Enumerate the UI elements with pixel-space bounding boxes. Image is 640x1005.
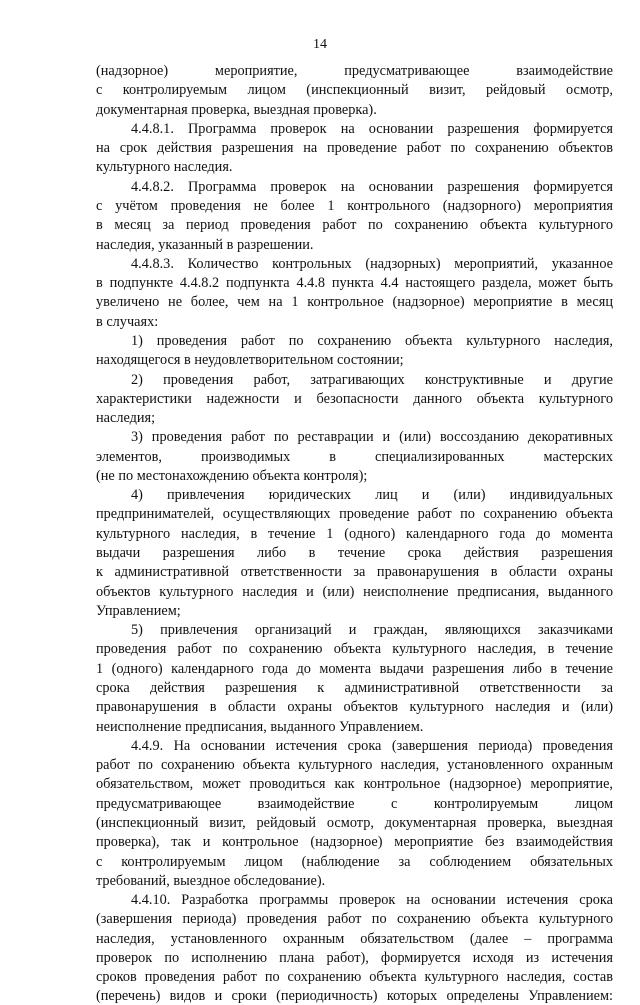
- text-line: в случаях:: [96, 313, 159, 330]
- text-line: наследия, указанный в разрешении.: [96, 236, 314, 253]
- text-line: 4.4.10. Разработка программы проверок на основании истечения срока: [131, 892, 613, 908]
- text-line: 2) проведения работ, затрагивающих конструктивные и другие: [131, 371, 613, 388]
- text-line: неисполнение предписания, выданного Управлением.: [96, 718, 424, 735]
- text-line: 4) привлечения юридических лиц и (или) индивидуальных: [131, 487, 613, 504]
- text-line: документарная проверка, выездная проверка).: [96, 101, 377, 118]
- text-line: наследия;: [96, 410, 156, 426]
- text-line: увеличено не более, чем на 1 контрольное (надзорное) мероприятие в месяц: [96, 294, 613, 311]
- text-line: (завершения периода) проведения работ по сохранению объекта культурного: [96, 911, 613, 928]
- text-line: находящегося в неудовлетворительном состоянии;: [96, 352, 404, 369]
- text-line: 4.4.9. На основании истечения срока (завершения периода) проведения: [131, 737, 613, 754]
- page-number: 14: [313, 37, 327, 52]
- text-line: (инспекционный визит, рейдовый осмотр, документарная проверка, выездная: [96, 814, 613, 831]
- text-line: Управлением;: [96, 602, 181, 619]
- text-line: работ по сохранению объекта культурного наследия, установленного охранным: [96, 757, 613, 774]
- text-line: проведения работ по сохранению объекта культурного наследия, в течение: [96, 641, 613, 658]
- text-line: сроков проведения работ по сохранению объекта культурного наследия, состав: [96, 969, 613, 986]
- text-line: культурного наследия, в течение 1 (одного) календарного года до момента: [96, 525, 613, 542]
- text-line: в подпункте 4.4.8.2 подпункта 4.4.8 пункта 4.4 настоящего раздела, может быть: [96, 275, 613, 292]
- text-line: на срок действия разрешения на проведение работ по сохранению объектов: [96, 140, 613, 157]
- text-line: с контролируемым лицом (наблюдение за соблюдением обязательных: [96, 853, 613, 870]
- text-line: к административной ответственности за правонарушения в области охраны: [96, 564, 613, 581]
- text-line: обязательством, может проводиться как контрольное (надзорное) мероприятие,: [96, 776, 613, 793]
- text-line: 3) проведения работ по реставрации и (или) воссозданию декоративных: [131, 429, 613, 446]
- text-line: требований, выездное обследование).: [96, 872, 326, 889]
- text-line: характеристики надежности и безопасности данного объекта культурного: [96, 390, 613, 407]
- text-line: проверка), так и контрольное (надзорное) мероприятие без взаимодействия: [96, 834, 613, 851]
- text-line: наследия, установленного охранным обязательством (далее – программа: [96, 930, 613, 947]
- text-line: предпринимателей, осуществляющих проведение работ по сохранению объекта: [96, 506, 613, 523]
- text-line: (перечень) видов и сроки (периодичность) которых определены Управлением:: [96, 988, 613, 1005]
- text-line: элементов, производимых в специализированных мастерских: [96, 448, 613, 465]
- text-line: в месяц за период проведения работ по сохранению объекта культурного: [96, 217, 613, 234]
- text-line: 4.4.8.3. Количество контрольных (надзорных) мероприятий, указанное: [131, 255, 613, 272]
- text-line: выдачи разрешения либо в течение срока действия разрешения: [96, 545, 613, 561]
- text-line: с учётом проведения не более 1 контрольного (надзорного) мероприятия: [96, 198, 613, 214]
- text-line: предусматривающее взаимодействие с контролируемым лицом: [96, 795, 613, 812]
- text-line: срока действия разрешения к административной ответственности за: [96, 680, 613, 696]
- text-line: 1) проведения работ по сохранению объекта культурного наследия,: [131, 332, 613, 349]
- text-line: (надзорное) мероприятие, предусматривающее взаимодействие: [96, 63, 613, 79]
- text-line: правонарушения в области охраны объектов культурного наследия и (или): [96, 699, 613, 716]
- text-line: с контролируемым лицом (инспекционный визит, рейдовый осмотр,: [96, 82, 613, 99]
- text-line: культурного наследия.: [96, 159, 233, 176]
- text-line: проверок по исполнению плана работ), формируется исходя из истечения: [96, 949, 613, 966]
- text-line: 1 (одного) календарного года до момента выдачи разрешения либо в течение: [96, 660, 613, 677]
- text-line: (не по местонахождению объекта контроля);: [96, 467, 368, 484]
- text-line: объектов культурного наследия и (или) неисполнение предписания, выданного: [96, 583, 613, 600]
- text-line: 4.4.8.1. Программа проверок на основании разрешения формируется: [131, 120, 613, 137]
- text-line: 5) привлечения организаций и граждан, являющихся заказчиками: [131, 622, 613, 639]
- text-line: 4.4.8.2. Программа проверок на основании разрешения формируется: [131, 178, 613, 195]
